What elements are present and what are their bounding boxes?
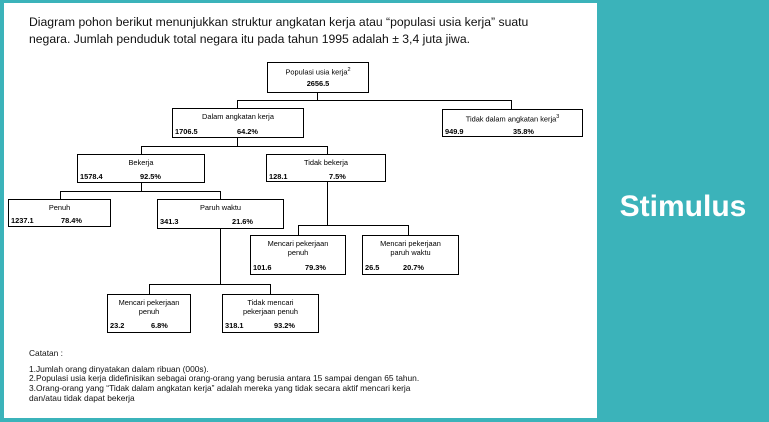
node-value: 318.1 bbox=[225, 321, 244, 330]
connector bbox=[298, 225, 409, 226]
notes bbox=[29, 349, 594, 404]
footnote-ref: 3 bbox=[556, 114, 560, 120]
node-percent: 7.5% bbox=[329, 172, 346, 181]
connector bbox=[220, 191, 221, 199]
note-1: 1.Jumlah orang dinyatakan dalam ribuan (000s). bbox=[29, 363, 209, 374]
node-label-line-2: penuh bbox=[138, 307, 160, 316]
node-label-line-2: penuh bbox=[287, 248, 309, 257]
connector bbox=[327, 146, 328, 154]
notes-title: Catatan : bbox=[29, 348, 63, 358]
connector bbox=[60, 191, 221, 192]
node-percent: 35.8% bbox=[513, 127, 534, 136]
node-value: 1237.1 bbox=[11, 216, 34, 225]
note-3-continued: dan/atau tidak dapat bekerja bbox=[29, 392, 135, 403]
connector bbox=[317, 92, 318, 100]
node-label bbox=[443, 113, 582, 123]
connector bbox=[511, 100, 512, 109]
node-label: Bekerja bbox=[128, 158, 154, 167]
node-percent: 64.2% bbox=[237, 127, 258, 136]
node-percent: 92.5% bbox=[140, 172, 161, 181]
node-label-line-2: paruh waktu bbox=[390, 248, 431, 257]
stimulus-sidebar bbox=[597, 0, 769, 422]
node-label-line-1: Mencari pekerjaan bbox=[380, 239, 441, 248]
node-label-line-2: pekerjaan penuh bbox=[242, 307, 299, 316]
node-value: 23.2 bbox=[110, 321, 125, 330]
connector bbox=[270, 284, 271, 294]
node-label: Paruh waktu bbox=[199, 203, 242, 212]
connector bbox=[327, 181, 328, 226]
node-value: 128.1 bbox=[269, 172, 288, 181]
node-percent: 20.7% bbox=[403, 263, 424, 272]
node-label: Tidak bekerja bbox=[303, 158, 349, 167]
stimulus-title: Stimulus bbox=[619, 190, 747, 223]
intro-line-2: negara. Jumlah penduduk total negara itu pada tahun 1995 adalah ± 3,4 juta jiwa. bbox=[29, 32, 471, 46]
node-tidak-dalam-angkatan-kerja bbox=[442, 109, 583, 137]
node-populasi-usia-kerja bbox=[267, 62, 369, 93]
connector bbox=[149, 284, 150, 294]
node-label-line-1: Mencari pekerjaan bbox=[267, 239, 329, 248]
node-percent: 78.4% bbox=[61, 216, 82, 225]
note-3: 3.Orang-orang yang “Tidak dalam angkatan kerja” adalah mereka yang tidak secara aktif mencari kerja bbox=[29, 383, 411, 394]
node-mencari-pekerjaan-penuh bbox=[250, 235, 346, 275]
connector bbox=[237, 100, 238, 108]
connector bbox=[237, 137, 238, 146]
node-value: 1578.4 bbox=[80, 172, 103, 181]
connector bbox=[237, 100, 512, 101]
node-label-text: Populasi usia kerja bbox=[285, 67, 348, 77]
connector bbox=[298, 225, 299, 235]
connector bbox=[408, 225, 409, 235]
intro-line-1: Diagram pohon berikut menunjukkan struktur angkatan kerja atau “populasi usia kerja” suatu bbox=[29, 15, 529, 29]
node-percent: 79.3% bbox=[305, 263, 326, 272]
node-paruh-mencari-pekerjaan-penuh bbox=[107, 294, 191, 333]
node-dalam-angkatan-kerja bbox=[172, 108, 304, 138]
node-label: Dalam angkatan kerja bbox=[202, 112, 274, 121]
node-tidak-mencari-pekerjaan-penuh bbox=[222, 294, 319, 333]
node-label bbox=[268, 66, 368, 76]
node-value: 2656.5 bbox=[306, 79, 330, 88]
connector bbox=[60, 191, 61, 199]
node-value: 1706.5 bbox=[175, 127, 198, 136]
intro-text bbox=[29, 14, 589, 48]
node-bekerja bbox=[77, 154, 205, 183]
connector bbox=[220, 228, 221, 285]
node-penuh bbox=[8, 199, 111, 227]
node-paruh-waktu bbox=[157, 199, 284, 229]
node-value: 26.5 bbox=[365, 263, 380, 272]
node-value: 101.6 bbox=[253, 263, 272, 272]
node-tidak-bekerja bbox=[266, 154, 386, 182]
node-label-line-1: Mencari pekerjaan bbox=[118, 298, 180, 307]
node-mencari-pekerjaan-paruh-waktu bbox=[362, 235, 459, 275]
node-percent: 93.2% bbox=[274, 321, 295, 330]
node-value: 341.3 bbox=[160, 217, 179, 226]
node-value: 949.9 bbox=[445, 127, 464, 136]
connector bbox=[149, 284, 271, 285]
note-2: 2.Populasi usia kerja didefinisikan sebagai orang-orang yang berusia antara 15 sampai dengan 65 tahun. bbox=[29, 373, 420, 384]
node-label-text: Tidak dalam angkatan kerja bbox=[465, 114, 557, 124]
node-percent: 6.8% bbox=[151, 321, 168, 330]
node-label-line-1: Tidak mencari bbox=[247, 298, 294, 307]
connector bbox=[141, 146, 328, 147]
node-percent: 21.6% bbox=[232, 217, 253, 226]
connector bbox=[141, 146, 142, 154]
footnote-ref: 2 bbox=[347, 67, 351, 73]
node-label: Penuh bbox=[48, 203, 71, 212]
